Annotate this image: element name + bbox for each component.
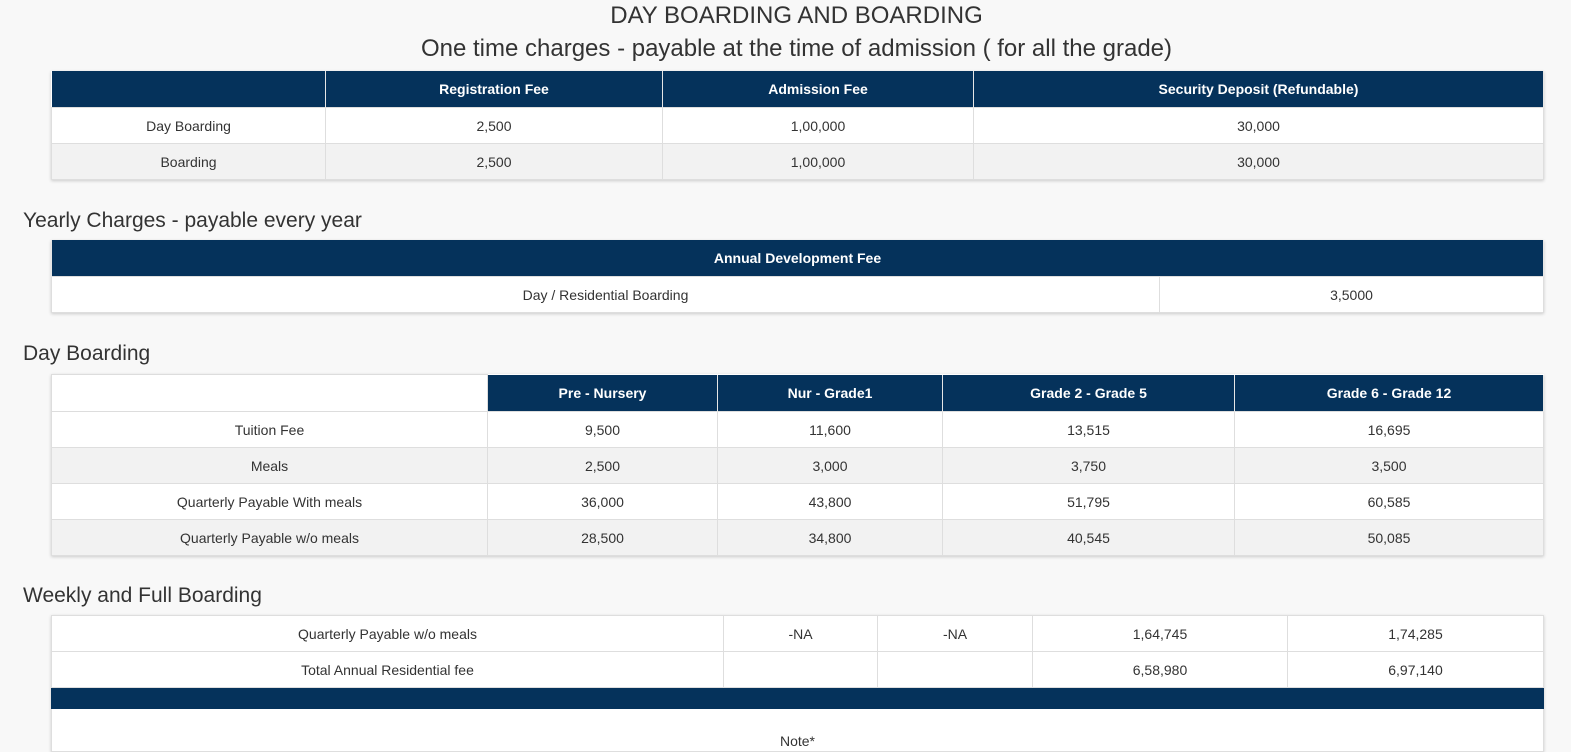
table-header-row bbox=[52, 240, 1544, 277]
table-cell bbox=[724, 652, 878, 688]
table-header-row bbox=[52, 375, 1544, 412]
page-title: DAY BOARDING AND BOARDING bbox=[610, 2, 983, 29]
table-cell: Total Annual Residential fee bbox=[52, 652, 724, 688]
day-boarding-table bbox=[51, 374, 1544, 556]
table-cell: 3,500 bbox=[1235, 448, 1544, 484]
one-time-charges-heading: One time charges - payable at the time of admission ( for all the grade) bbox=[420, 35, 1173, 62]
table-cell: 6,58,980 bbox=[1033, 652, 1288, 688]
table-row bbox=[52, 448, 1544, 484]
weekly-full-boarding-heading: Weekly and Full Boarding bbox=[23, 584, 262, 607]
table-cell: 11,600 bbox=[718, 412, 943, 448]
table-cell: 43,800 bbox=[718, 484, 943, 520]
table-cell: 30,000 bbox=[974, 144, 1544, 180]
table-header-cell: Registration Fee bbox=[326, 71, 663, 108]
table-cell: Day Boarding bbox=[52, 108, 326, 144]
table-row bbox=[52, 412, 1544, 448]
table-header-row bbox=[52, 71, 1544, 108]
yearly-charges-table bbox=[51, 240, 1544, 313]
one-time-charges-table bbox=[51, 71, 1544, 180]
table-cell: 3,750 bbox=[943, 448, 1235, 484]
table-header-cell bbox=[52, 375, 488, 412]
table-cell: 6,97,140 bbox=[1288, 652, 1544, 688]
table-cell: 34,800 bbox=[718, 520, 943, 556]
weekly-full-boarding-table bbox=[51, 615, 1544, 752]
table-divider-row bbox=[52, 688, 1544, 709]
table-cell: Day / Residential Boarding bbox=[52, 277, 1160, 313]
table-cell: 9,500 bbox=[488, 412, 718, 448]
day-boarding-heading: Day Boarding bbox=[23, 342, 151, 365]
table-header-cell: Grade 2 - Grade 5 bbox=[943, 375, 1235, 412]
table-cell: 3,000 bbox=[718, 448, 943, 484]
table-header-cell: Grade 6 - Grade 12 bbox=[1235, 375, 1544, 412]
table-row bbox=[52, 144, 1544, 180]
table-cell: 16,695 bbox=[1235, 412, 1544, 448]
table-cell: Tuition Fee bbox=[52, 412, 488, 448]
note-text: Note* bbox=[52, 709, 1544, 752]
table-cell: 51,795 bbox=[943, 484, 1235, 520]
table-cell: Quarterly Payable With meals bbox=[52, 484, 488, 520]
table-cell: 2,500 bbox=[326, 108, 663, 144]
table-cell: 3,5000 bbox=[1160, 277, 1544, 313]
table-row bbox=[52, 108, 1544, 144]
table-cell: 2,500 bbox=[326, 144, 663, 180]
table-header-cell bbox=[52, 71, 326, 108]
table-header-cell: Nur - Grade1 bbox=[718, 375, 943, 412]
table-cell bbox=[878, 652, 1033, 688]
table-cell: 36,000 bbox=[488, 484, 718, 520]
table-cell: -NA bbox=[878, 616, 1033, 652]
table-cell: 2,500 bbox=[488, 448, 718, 484]
table-cell: Meals bbox=[52, 448, 488, 484]
yearly-charges-heading: Yearly Charges - payable every year bbox=[23, 209, 362, 232]
table-cell: 1,00,000 bbox=[663, 144, 974, 180]
table-cell: 40,545 bbox=[943, 520, 1235, 556]
table-header-cell: Annual Development Fee bbox=[52, 240, 1544, 277]
note-row bbox=[52, 709, 1544, 752]
table-cell: Boarding bbox=[52, 144, 326, 180]
table-cell: 1,74,285 bbox=[1288, 616, 1544, 652]
table-row bbox=[52, 277, 1544, 313]
table-cell: 60,585 bbox=[1235, 484, 1544, 520]
table-cell: -NA bbox=[724, 616, 878, 652]
table-cell: 30,000 bbox=[974, 108, 1544, 144]
table-header-cell: Pre - Nursery bbox=[488, 375, 718, 412]
table-cell: 50,085 bbox=[1235, 520, 1544, 556]
table-header-cell: Admission Fee bbox=[663, 71, 974, 108]
table-row bbox=[52, 652, 1544, 688]
table-cell: Quarterly Payable w/o meals bbox=[52, 616, 724, 652]
table-row bbox=[52, 520, 1544, 556]
table-cell: 1,64,745 bbox=[1033, 616, 1288, 652]
divider-bar bbox=[52, 688, 1544, 709]
table-cell: 13,515 bbox=[943, 412, 1235, 448]
table-row bbox=[52, 484, 1544, 520]
table-row bbox=[52, 616, 1544, 652]
table-cell: 1,00,000 bbox=[663, 108, 974, 144]
table-cell: 28,500 bbox=[488, 520, 718, 556]
table-header-cell: Security Deposit (Refundable) bbox=[974, 71, 1544, 108]
table-cell: Quarterly Payable w/o meals bbox=[52, 520, 488, 556]
